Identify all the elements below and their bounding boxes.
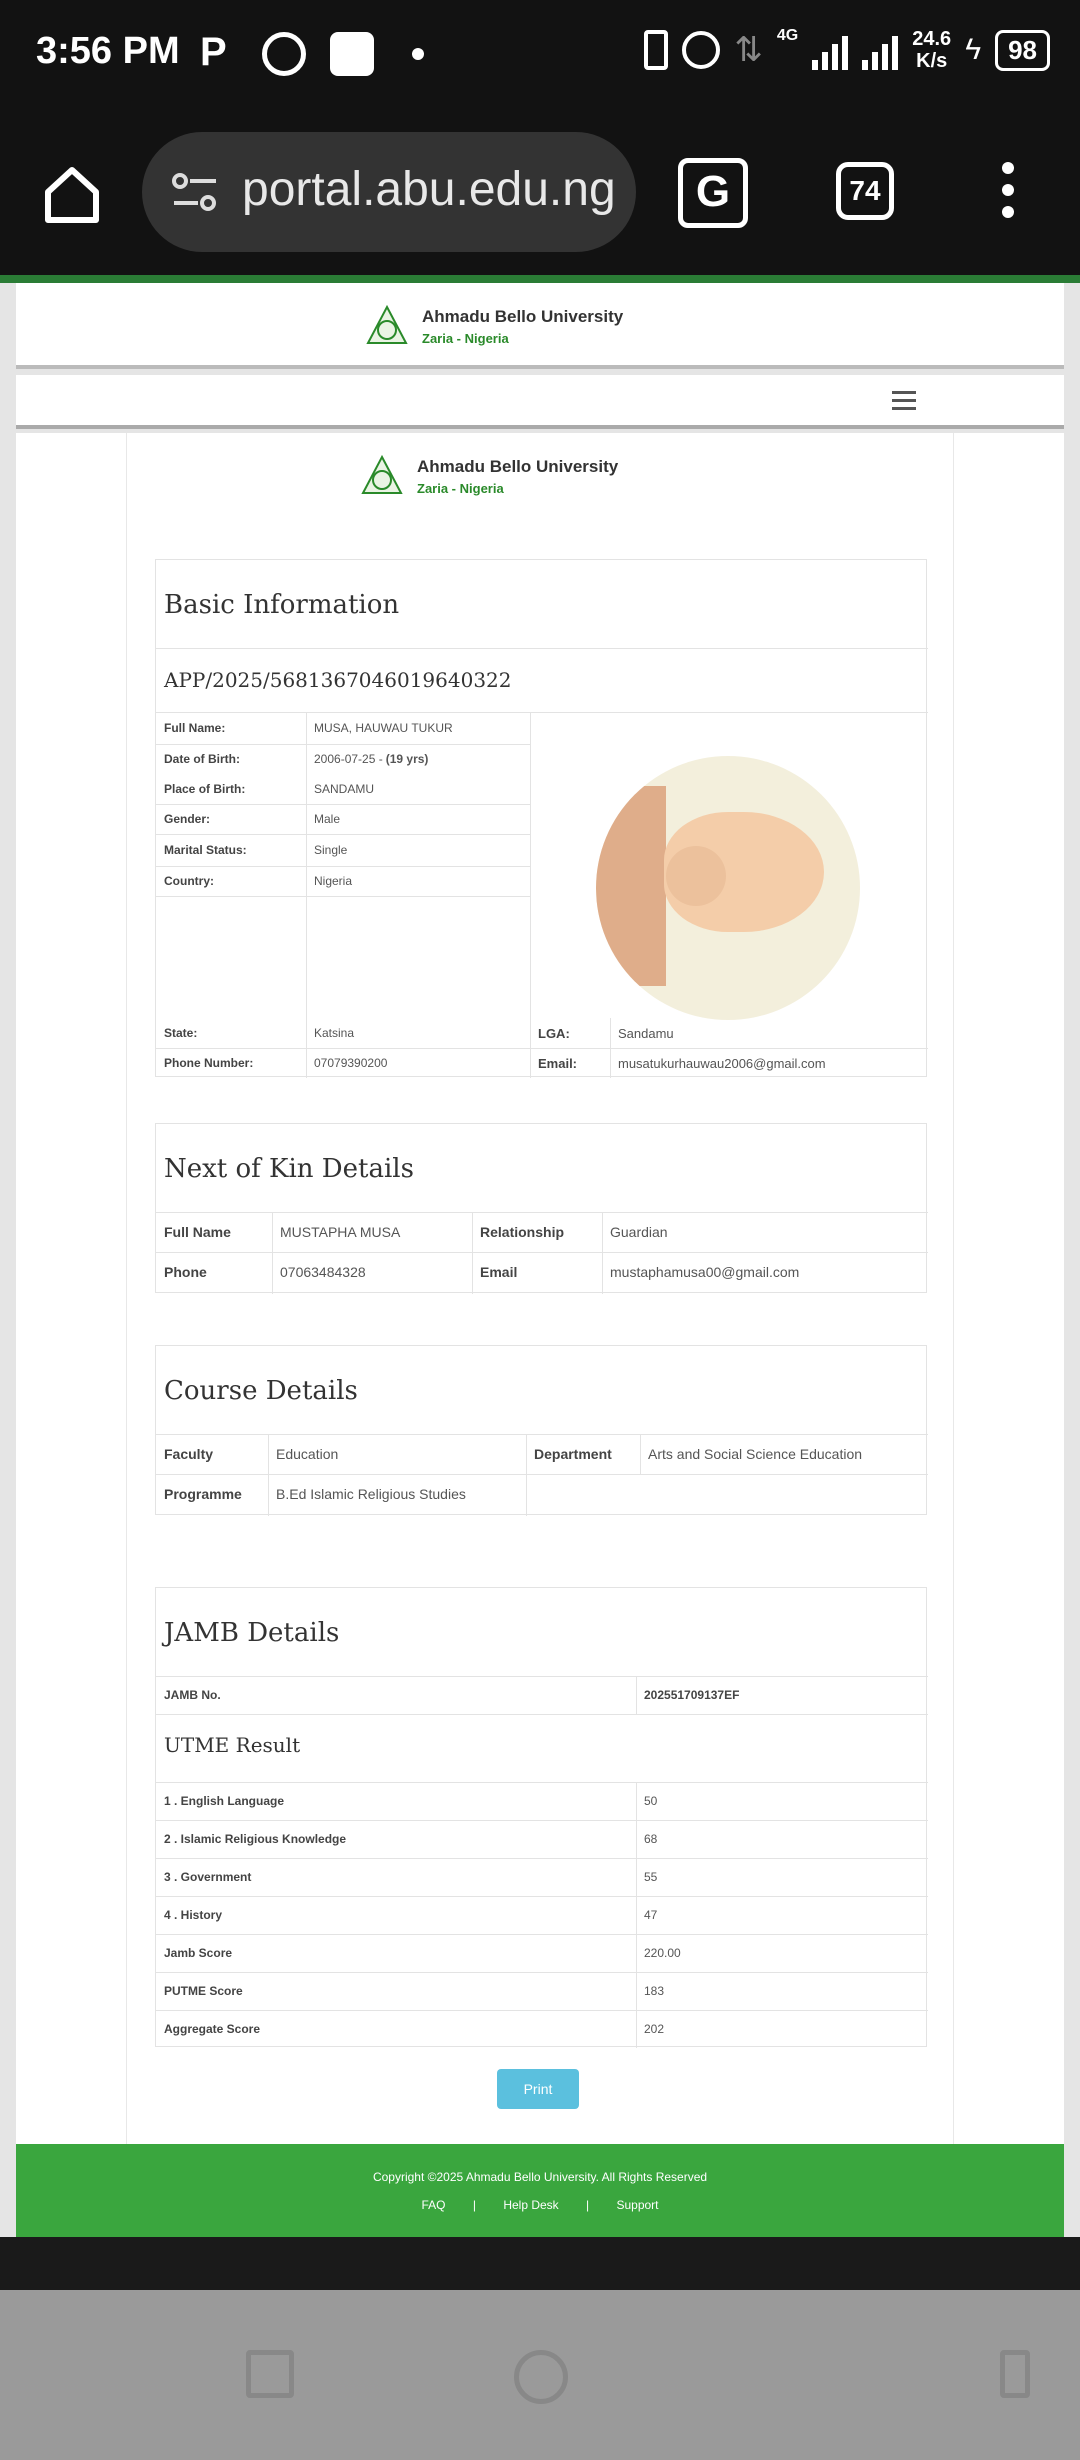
site-settings-icon[interactable]: [170, 172, 220, 212]
hamburger-menu-icon[interactable]: [892, 391, 916, 415]
section-title: Course Details: [164, 1376, 358, 1406]
utme-row-label: 1 . English Language: [164, 1794, 285, 1808]
course-details-section: [155, 1345, 927, 1515]
applicant-photo: [596, 756, 860, 1020]
system-navigation-bar: [0, 2290, 1080, 2460]
section-title: Basic Information: [164, 590, 400, 620]
utme-row-value: 55: [644, 1870, 658, 1884]
email-value: musatukurhauwau2006@gmail.com: [618, 1055, 826, 1071]
main-content: [16, 433, 1064, 2144]
programme-value: B.Ed Islamic Religious Studies: [276, 1486, 466, 1502]
abu-logo-icon: [364, 303, 410, 349]
address-bar[interactable]: [142, 132, 636, 252]
footer: Copyright ©2025 Ahmadu Bello University. All Rights Reserved FAQ | Help Desk | Support: [16, 2144, 1064, 2237]
copyright-text: Copyright ©2025 Ahmadu Bello University. All Rights Reserved: [372, 2170, 708, 2184]
nok-fullname-label: Full Name: [164, 1224, 231, 1240]
tab-switcher-button[interactable]: 74: [836, 162, 894, 220]
whatsapp-icon: [262, 32, 306, 76]
status-bar: [0, 0, 1080, 110]
home-button[interactable]: [514, 2350, 568, 2404]
basic-info-label: Phone Number:: [164, 1056, 254, 1070]
utme-row-value: 220.00: [644, 1946, 681, 1960]
nok-email-label: Email: [480, 1264, 518, 1280]
utme-row-label: 4 . History: [164, 1908, 223, 1922]
basic-info-value: Nigeria: [314, 874, 353, 888]
data-transfer-icon: ⇅: [734, 31, 763, 69]
basic-info-label: Place of Birth:: [164, 782, 246, 796]
lga-value: Sandamu: [618, 1025, 674, 1041]
basic-info-label: Marital Status:: [164, 843, 247, 857]
net-speed: 24.6 K/s: [912, 28, 952, 72]
recent-apps-button[interactable]: [246, 2350, 294, 2398]
alarm-icon: [682, 31, 720, 69]
support-link[interactable]: Support: [616, 2198, 659, 2212]
section-title: JAMB Details: [164, 1618, 340, 1648]
basic-info-label: Date of Birth:: [164, 752, 240, 766]
basic-info-value: 2006-07-25 - (19 yrs): [314, 752, 429, 766]
basic-info-label: State:: [164, 1026, 198, 1040]
nok-fullname-value: MUSTAPHA MUSA: [280, 1224, 401, 1240]
help-desk-link[interactable]: Help Desk: [503, 2198, 559, 2212]
network-type: 4G: [776, 27, 799, 44]
url-text: portal.abu.edu.ng: [242, 163, 616, 216]
application-number: APP/2025/5681367046019640322: [164, 668, 512, 692]
battery-level: 98: [995, 30, 1050, 71]
basic-info-label: Full Name:: [164, 721, 226, 735]
utme-row-label: 2 . Islamic Religious Knowledge: [164, 1832, 347, 1846]
clock: 3:56 PM: [36, 30, 180, 72]
university-name: Ahmadu Bello University: [422, 306, 624, 326]
nok-relationship-value: Guardian: [610, 1224, 668, 1240]
web-page: [0, 275, 1080, 2237]
utme-row-value: 47: [644, 1908, 658, 1922]
basic-information-section: [155, 559, 927, 1077]
university-location: Zaria - Nigeria: [417, 480, 504, 496]
programme-label: Programme: [164, 1486, 242, 1502]
faculty-label: Faculty: [164, 1446, 214, 1462]
basic-info-label: Country:: [164, 874, 214, 888]
basic-info-label: Gender:: [164, 812, 211, 826]
basic-info-value: 07079390200: [314, 1056, 388, 1070]
utme-row-label: PUTME Score: [164, 1984, 243, 1998]
print-button[interactable]: Print: [497, 2069, 579, 2109]
department-value: Arts and Social Science Education: [648, 1446, 863, 1462]
utme-row-label: 3 . Government: [164, 1870, 252, 1884]
app-notification-icon: [330, 32, 374, 76]
charging-icon: ϟ: [965, 33, 982, 66]
abu-logo-icon: [359, 453, 405, 499]
more-notifications-icon: [412, 48, 424, 60]
more-menu-icon[interactable]: [996, 162, 1020, 222]
basic-info-value: MUSA, HAUWAU TUKUR: [314, 721, 453, 735]
utme-row-label: Aggregate Score: [164, 2022, 261, 2036]
jamb-details-section: [155, 1587, 927, 2047]
email-label: Email:: [538, 1055, 578, 1071]
university-name: Ahmadu Bello University: [417, 456, 619, 476]
utme-row-value: 202: [644, 2022, 665, 2036]
basic-info-value: Single: [314, 843, 348, 857]
basic-info-value: Male: [314, 812, 341, 826]
jamb-no-value: 202551709137EF: [644, 1688, 740, 1702]
rotate-icon[interactable]: [1000, 2350, 1030, 2398]
parking-app-icon: P: [200, 30, 227, 74]
utme-row-value: 68: [644, 1832, 658, 1846]
signal-2-icon: [862, 30, 898, 70]
utme-result-title: UTME Result: [164, 1733, 301, 1757]
home-icon[interactable]: [40, 162, 104, 226]
next-of-kin-section: [155, 1123, 927, 1293]
lga-label: LGA:: [538, 1025, 570, 1041]
nok-relationship-label: Relationship: [480, 1224, 565, 1240]
nok-phone-label: Phone: [164, 1264, 207, 1280]
department-label: Department: [534, 1446, 612, 1462]
utme-row-value: 50: [644, 1794, 658, 1808]
university-location: Zaria - Nigeria: [422, 330, 509, 346]
signal-icon: [812, 30, 848, 70]
jamb-no-label: JAMB No.: [164, 1688, 221, 1702]
nok-phone-value: 07063484328: [280, 1264, 366, 1280]
nok-email-value: mustaphamusa00@gmail.com: [610, 1264, 800, 1280]
navbar: [16, 375, 1064, 429]
faculty-value: Education: [276, 1446, 339, 1462]
site-header: [16, 283, 1064, 369]
faq-link[interactable]: FAQ: [421, 2198, 446, 2212]
translate-icon[interactable]: G: [678, 158, 748, 228]
utme-row-value: 183: [644, 1984, 665, 1998]
vibrate-icon: [644, 30, 668, 70]
basic-info-value: Katsina: [314, 1026, 355, 1040]
basic-info-value: SANDAMU: [314, 782, 375, 796]
utme-row-label: Jamb Score: [164, 1946, 233, 1960]
browser-toolbar: [0, 110, 1080, 275]
section-title: Next of Kin Details: [164, 1154, 414, 1184]
